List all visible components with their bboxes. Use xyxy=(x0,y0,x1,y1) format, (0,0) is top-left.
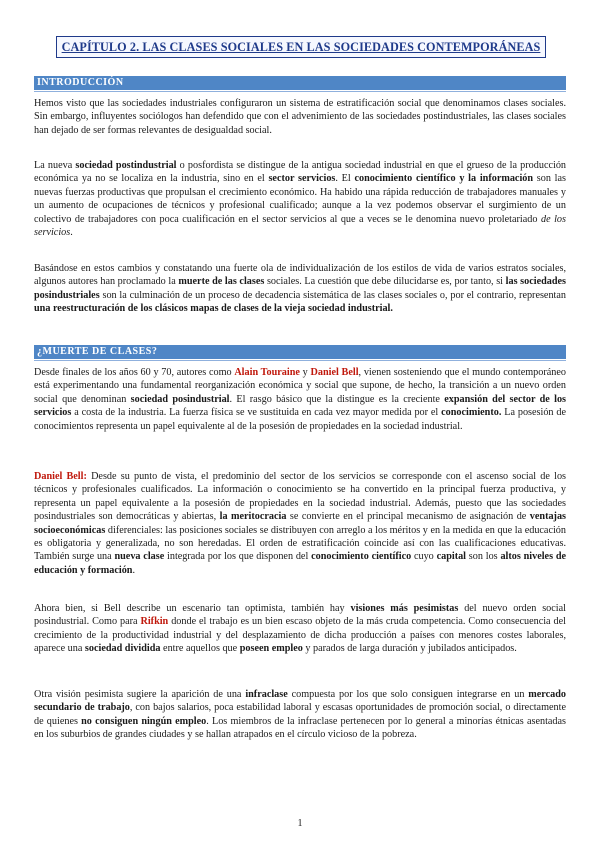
paragraph-muerte-clases: Basándose en estos cambios y constatando una fuerte ola de individualización de los estilos de vida de varios estratos sociales, algunos autores han proclamado la muerte de las clases sociales. La cuestión que debe dilucidarse es, por tanto, si las sociedades posindustriales son la culminación de un proceso de decadencia sistemática de las clases sociales o, por el contrario, representan una reestructuración de los clásicos mapas de clases de la vieja sociedad industrial. xyxy=(34,263,566,315)
section-heading-introduccion: INTRODUCCIÓN xyxy=(34,76,566,90)
paragraph-sociedad-postindustrial: La nueva sociedad postindustrial o posfordista se distingue de la antigua sociedad industrial en que el grueso de la producción económica ya no se localiza en la industria, sino en el sector servicios. El conocimiento científico y la información son las nuevas fuerzas productivas que propulsan el crecimiento económico. Ha habido una rápida reducción de trabajadores manuales y un aumento de ocupaciones de técnicos y profesional cualificado; aunque a la vez podemos observar el surgimiento de un colectivo de trabajadores con poca cualificación en el sector servicios al que a veces se le denomina nuevo proletariado de los servicios. xyxy=(34,160,567,239)
page-title: CAPÍTULO 2. LAS CLASES SOCIALES EN LAS SOCIEDADES CONTEMPORÁNEAS xyxy=(56,36,546,58)
paragraph-rifkin: Ahora bien, si Bell describe un escenario tan optimista, también hay visiones más pesimistas del nuevo orden social posindustrial. Como para Rifkin donde el trabajo es un bien escaso objeto de la más cruda competencia. Como consecuencia del crecimiento de la productividad industrial y del desplazamiento de dicha producción a países con menores costes laborales, aparece una sociedad dividida entre aquellos que poseen empleo y parados de larga duración y jubilados anticipados. xyxy=(34,603,566,655)
paragraph-intro: Hemos visto que las sociedades industriales configuraron un sistema de estratificación social que denominamos clases sociales. Sin embargo, influyentes sociólogos han defendido que con el advenimiento de las sociedades postindustriales, las clases sociales han dejado de ser formas relevantes de desigualdad social. xyxy=(34,98,566,136)
paragraph-touraine-bell: Desde finales de los años 60 y 70, autores como Alain Touraine y Daniel Bell, vienen sosteniendo que el mundo contemporáneo está experimentando una fundamental reorganización económica y social que supone, de hecho, la transición a un nuevo orden social que denominan sociedad posindustrial. El rasgo básico que la distingue es la creciente expansión del sector de los servicios a costa de la industria. La fuerza física se ve sustituida en cada vez mayor medida por el conocimiento. La posesión de conocimientos representa un papel equivalente al de la posesión de propiedades en la sociedad industrial. xyxy=(34,367,567,432)
paragraph-daniel-bell: Daniel Bell: Desde su punto de vista, el predominio del sector de los servicios se corresponde con el ascenso social de los técnicos y profesionales cualificados. La información o conocimiento se ha convertido en la principal fuerza productiva, y representa un papel equivalente a la posesión de propiedades en la sociedad industrial. Además, puesto que las sociedades posindustriales son democráticas y abiertas, la meritocracia se convierte en el principal mecanismo de asignación de ventajas socioeconómicas diferenciales: las posiciones sociales se distribuyen con arreglo a los méritos y en la medida en que la educación es obligatoria y generalizada, no son heredadas. El orden de estratificación coincide así con las cualificaciones educativas. También surge una nueva clase integrada por los que disponen del conocimiento científico cuyo capital son los altos niveles de educación y formación. xyxy=(34,471,567,576)
paragraph-infraclase: Otra visión pesimista sugiere la aparición de una infraclase compuesta por los que solo consiguen integrarse en un mercado secundario de trabajo, con bajos salarios, poca estabilidad laboral y escasas oportunidades de promoción social, o directamente de quienes no consiguen ningún empleo. Los miembros de la infraclase pertenecen por lo general a minorías étnicas asentadas en los suburbios de grandes ciudades y se hallan atrapados en el círculo vicioso de la pobreza. xyxy=(34,689,566,741)
page-number: 1 xyxy=(297,818,303,829)
section-heading-muerte-de-clases: ¿MUERTE DE CLASES? xyxy=(34,345,566,359)
